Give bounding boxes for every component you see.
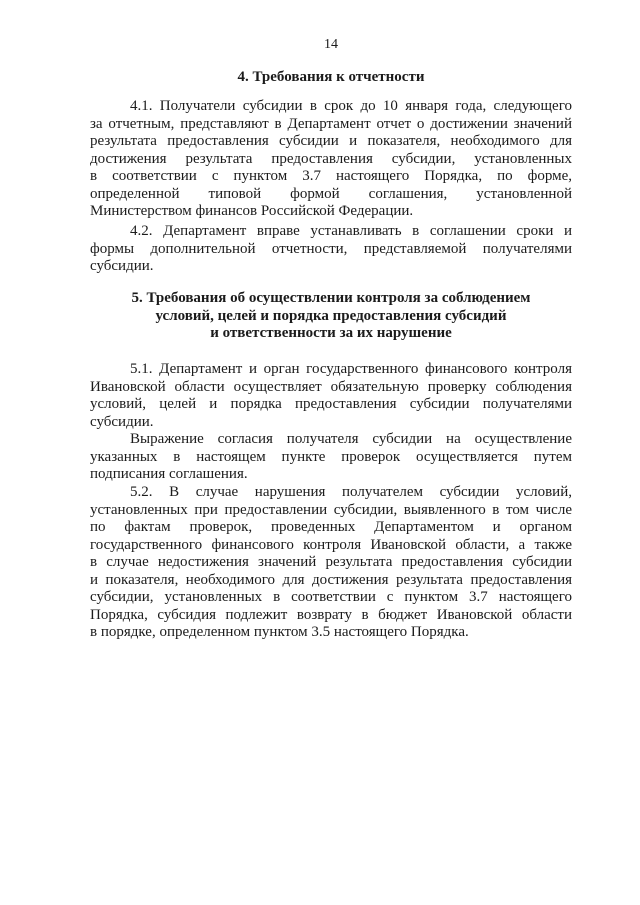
paragraph-line: в случае недостижения значений результата предоставления субсидии: [90, 554, 572, 570]
paragraph-line: в соответствии с пунктом 3.7 настоящего Порядка, по форме,: [90, 168, 572, 184]
section-5-heading: [90, 290, 572, 343]
paragraph-line: 4.2. Департамент вправе устанавливать в соглашении сроки и: [130, 223, 572, 239]
paragraph-line: государственного финансового контроля Ивановской области, а также: [90, 536, 572, 553]
paragraph-line: 4.1. Получатели субсидии в срок до 10 января года, следующего: [130, 98, 572, 114]
paragraph-line: Выражение согласия получателя субсидии на осуществление: [130, 431, 572, 447]
paragraph-line: субсидии, установленных в соответствии с пунктом 3.7 настоящего: [90, 589, 572, 605]
paragraph-line: подписания соглашения.: [90, 466, 248, 482]
paragraph-line: формы дополнительной отчетности, представляемой получателями: [90, 240, 572, 257]
section-4-heading: 4. Требования к отчетности: [237, 69, 425, 85]
paragraph-line: 5.2. В случае нарушения получателем субсидии условий,: [130, 484, 572, 500]
paragraph-line: достижения результата предоставления субсидии, установленных: [90, 150, 572, 167]
paragraph-line: определенной типовой формой соглашения, установленной: [90, 185, 572, 202]
heading-line: 5. Требования об осуществлении контроля за соблюдением: [131, 290, 531, 306]
paragraph-line: указанных в настоящем пункте проверок осуществляется путем: [90, 448, 572, 465]
paragraph-line: по фактам проверок, проведенных Департаментом и органом: [90, 519, 572, 535]
paragraph-line: 5.1. Департамент и орган государственного финансового контроля: [130, 361, 572, 377]
paragraph-line: за отчетным, представляют в Департамент отчет о достижении значений: [90, 115, 572, 132]
paragraph-5-2: [90, 484, 572, 642]
paragraph-line: установленных при предоставлении субсидии, выявленного в том числе: [90, 501, 572, 518]
paragraph-4-1: [90, 98, 572, 221]
heading-line: и ответственности за их нарушение: [210, 325, 452, 341]
paragraph-line: результата предоставления субсидии и показателя, необходимого для: [90, 133, 572, 149]
paragraph-4-2: [90, 223, 572, 276]
paragraph-line: Порядка, субсидия подлежит возврату в бюджет Ивановской области: [90, 606, 572, 623]
paragraph-line: субсидии.: [90, 258, 154, 274]
paragraph-line: и показателя, необходимого для достижения результата предоставления: [90, 571, 572, 588]
paragraph-line: условий, целей и порядка предоставления субсидии получателями: [90, 396, 572, 412]
paragraph-5-1: [90, 361, 572, 431]
paragraph-line: Ивановской области осуществляет обязательную проверку соблюдения: [90, 378, 572, 395]
paragraph-5-1-consent: [90, 431, 572, 484]
page-content: [90, 69, 572, 642]
paragraph-line: субсидии.: [90, 413, 154, 430]
paragraph-line: в порядке, определенном пунктом 3.5 настоящего Порядка.: [90, 624, 469, 640]
page-number: 14: [324, 37, 338, 52]
heading-line: условий, целей и порядка предоставления субсидий: [155, 307, 507, 324]
paragraph-line: Министерством финансов Российской Федерации.: [90, 203, 414, 219]
